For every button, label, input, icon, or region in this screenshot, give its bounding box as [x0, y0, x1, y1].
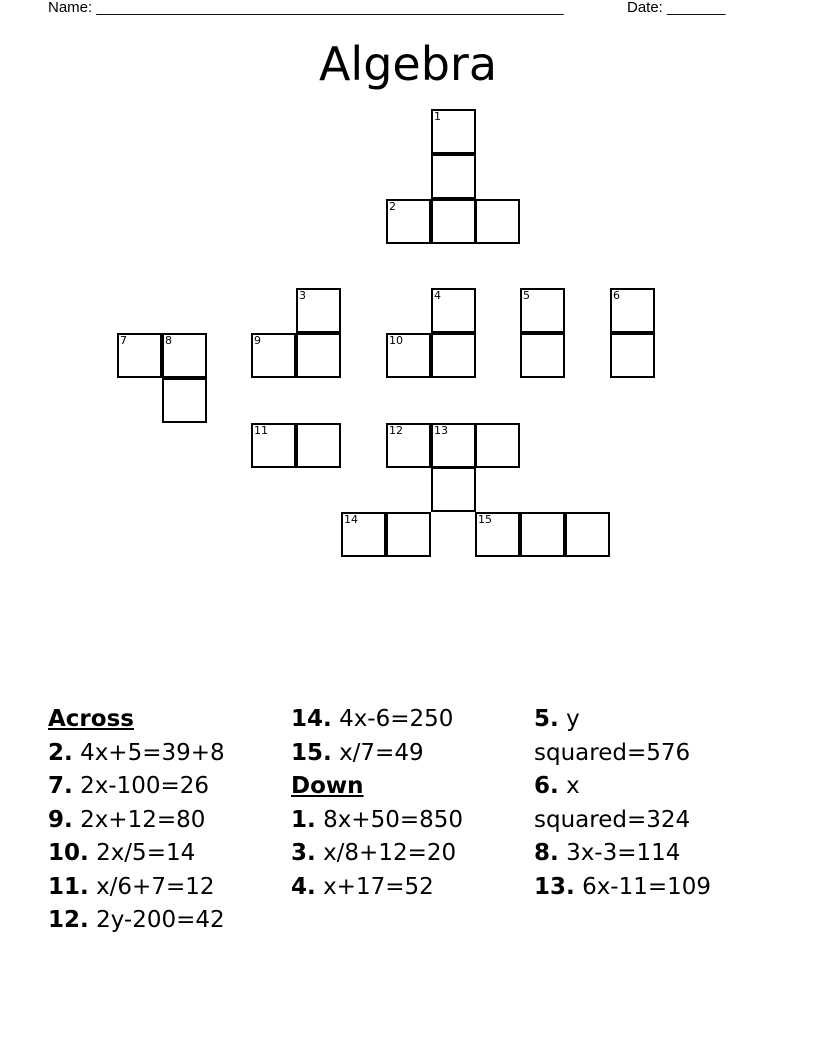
clue-item-text: 2x+12=80	[80, 806, 206, 833]
clue-item	[291, 837, 531, 871]
clue-number: 12	[389, 424, 403, 437]
clue-number: 15	[478, 513, 492, 526]
clue-item-number: 4.	[291, 873, 316, 900]
clue-item	[48, 871, 288, 905]
clue-item	[534, 770, 734, 837]
across-heading: Across	[48, 706, 134, 732]
clue-item-number: 11.	[48, 873, 89, 900]
clue-item-number: 8.	[534, 840, 559, 866]
clue-item	[48, 837, 288, 871]
clue-item	[534, 837, 734, 871]
clue-item-number: 3.	[291, 840, 316, 866]
clue-item	[291, 737, 531, 771]
clue-number: 13	[434, 424, 448, 437]
clue-item-number: 13.	[534, 873, 575, 900]
clue-item-text: x/8+12=20	[323, 840, 457, 866]
grid-cell[interactable]	[431, 467, 476, 512]
clue-item	[48, 804, 288, 838]
clue-item-number: 1.	[291, 806, 316, 833]
clue-item	[291, 804, 531, 838]
clue-number: 10	[389, 334, 403, 347]
clue-item-text: x/7=49	[339, 739, 424, 766]
grid-cell[interactable]	[296, 423, 341, 468]
clue-item-text: x/6+7=12	[96, 873, 215, 900]
clue-number: 3	[299, 289, 306, 302]
grid-cell[interactable]	[251, 423, 296, 468]
clue-item-number: 15.	[291, 739, 332, 766]
clue-item-text: 6x-11=109	[582, 873, 712, 900]
clue-item	[48, 770, 288, 804]
clue-item	[534, 703, 734, 770]
clue-item-text: 3x-3=114	[566, 840, 681, 866]
clue-item-number: 6.	[534, 773, 559, 799]
grid-cell[interactable]	[341, 512, 386, 557]
grid-cell[interactable]	[610, 333, 655, 378]
grid-cell[interactable]	[520, 333, 565, 378]
grid-cell[interactable]	[475, 512, 520, 557]
clue-item-number: 7.	[48, 773, 73, 799]
grid-cell[interactable]	[610, 288, 655, 333]
across-clue-list	[48, 737, 288, 938]
clue-item-number: 5.	[534, 706, 559, 732]
grid-cell[interactable]	[520, 512, 565, 557]
grid-cell[interactable]	[162, 378, 207, 423]
clue-number: 7	[120, 334, 127, 347]
down-clue-list-continued	[534, 703, 734, 904]
clue-number: 2	[389, 200, 396, 213]
clue-item-text: 2y-200=42	[96, 907, 225, 933]
clue-item	[534, 871, 734, 905]
clue-item-number: 10.	[48, 840, 89, 866]
clue-item-text: 2x/5=14	[96, 840, 196, 866]
clue-item	[48, 737, 288, 771]
clue-item-text: x+17=52	[323, 873, 434, 900]
grid-cell[interactable]	[520, 288, 565, 333]
clue-item	[291, 871, 531, 905]
grid-cell[interactable]	[386, 333, 431, 378]
across-clue-list-continued	[291, 703, 531, 770]
grid-cell[interactable]	[431, 288, 476, 333]
clue-item	[48, 904, 288, 938]
puzzle-title: Algebra	[318, 37, 498, 91]
clue-column-1	[48, 703, 288, 938]
grid-cell[interactable]	[431, 109, 476, 154]
grid-cell[interactable]	[386, 423, 431, 468]
grid-cell[interactable]	[431, 333, 476, 378]
clue-item-text: 2x-100=26	[80, 773, 210, 799]
clue-number: 8	[165, 334, 172, 347]
grid-cell[interactable]	[431, 199, 476, 244]
clue-number: 5	[523, 289, 530, 302]
clue-item-text: 4x+5=39+8	[80, 739, 225, 766]
clue-item-number: 9.	[48, 806, 73, 833]
grid-cell[interactable]	[117, 333, 162, 378]
grid-cell[interactable]	[475, 423, 520, 468]
grid-cell[interactable]	[431, 154, 476, 199]
clue-number: 11	[254, 424, 268, 437]
down-heading: Down	[291, 773, 364, 799]
date-field-label: Date: _______	[627, 0, 726, 16]
name-field-label: Name: ________________________________________________________	[48, 0, 564, 16]
clue-item-text: 4x-6=250	[339, 706, 454, 732]
grid-cell[interactable]	[565, 512, 610, 557]
down-clue-list	[291, 804, 531, 905]
grid-cell[interactable]	[431, 423, 476, 468]
clue-column-3	[534, 703, 734, 904]
clue-item-number: 12.	[48, 907, 89, 933]
grid-cell[interactable]	[386, 512, 431, 557]
grid-cell[interactable]	[296, 333, 341, 378]
clue-number: 4	[434, 289, 441, 302]
clue-item-text: x squared=324	[534, 773, 691, 833]
grid-cell[interactable]	[296, 288, 341, 333]
clue-item	[291, 703, 531, 737]
clue-item-number: 14.	[291, 706, 332, 732]
grid-cell[interactable]	[475, 199, 520, 244]
clue-number: 9	[254, 334, 261, 347]
clue-number: 6	[613, 289, 620, 302]
clue-number: 1	[434, 110, 441, 123]
clue-item-text: 8x+50=850	[323, 806, 464, 833]
clue-item-number: 2.	[48, 739, 73, 766]
grid-cell[interactable]	[251, 333, 296, 378]
clue-column-2	[291, 703, 531, 904]
clue-number: 14	[344, 513, 358, 526]
grid-cell[interactable]	[162, 333, 207, 378]
clue-item-text: y squared=576	[534, 706, 691, 766]
grid-cell[interactable]	[386, 199, 431, 244]
